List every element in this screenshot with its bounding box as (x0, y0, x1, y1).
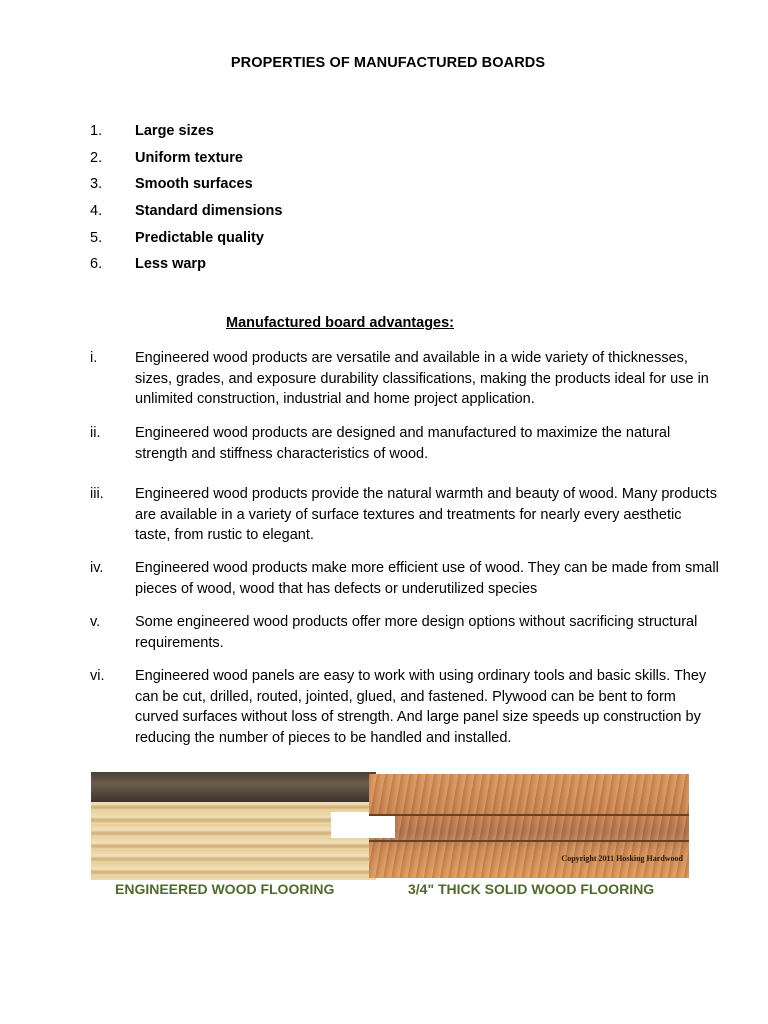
list-number: 3. (90, 176, 103, 193)
property-label: Uniform texture (135, 149, 243, 166)
property-label: Standard dimensions (135, 203, 283, 220)
property-label: Smooth surfaces (135, 176, 253, 193)
advantage-text: Engineered wood products are designed and manufactured to maximize the natural strength and stiffness characteristics of wood. (135, 425, 671, 462)
list-number: 4. (90, 203, 103, 220)
list-item (90, 174, 690, 201)
advantages-heading: Manufactured board advantages: (226, 315, 455, 331)
roman-numeral: v. (90, 614, 101, 630)
list-item (90, 254, 690, 281)
list-item (90, 228, 690, 255)
solid-flooring-caption: 3/4" THICK SOLID WOOD FLOORING (408, 881, 655, 897)
roman-numeral: vi. (90, 668, 105, 684)
advantage-text: Engineered wood products make more efficient use of wood. They can be made from small pieces of wood, wood that has defects or underutilized species (135, 560, 719, 597)
flooring-comparison-image (91, 772, 691, 900)
solid-flooring-cross-section (369, 774, 689, 878)
page-title: PROPERTIES OF MANUFACTURED BOARDS (230, 55, 546, 71)
list-number: 5. (90, 229, 103, 246)
advantage-text: Engineered wood panels are easy to work with using ordinary tools and basic skills. They can be cut, drilled, routed, jointed, glued, and fastened. Plywood can be bent to form curved surfaces without loss of strength. And large panel size speeds up construction by reducing the number of pieces to be handled and installed. (135, 668, 707, 746)
groove-line (369, 814, 689, 816)
wood-veneer-layer (91, 772, 376, 802)
property-label: Less warp (135, 256, 206, 273)
roman-numeral: i. (90, 350, 98, 366)
advantage-text: Some engineered wood products offer more design options without sacrificing structural requirements. (135, 614, 698, 651)
property-label: Large sizes (135, 123, 214, 139)
list-item (90, 201, 690, 228)
tongue-gap (365, 816, 395, 838)
list-number: 6. (90, 256, 103, 273)
advantage-text: Engineered wood products are versatile and available in a wide variety of thicknesses, sizes, grades, and exposure durability classifications, making the products ideal for use in unlimited construction, industrial and home project application. (135, 350, 709, 407)
list-item (90, 121, 690, 148)
engineered-flooring-cross-section (91, 772, 376, 880)
roman-numeral: iii. (90, 486, 104, 502)
copyright-text: Copyright 2011 Hosking Hardwood (561, 854, 683, 863)
roman-numeral: ii. (90, 425, 101, 441)
engineered-flooring-caption: ENGINEERED WOOD FLOORING (115, 881, 335, 897)
list-item (90, 148, 690, 175)
roman-numeral: iv. (90, 560, 104, 576)
list-number: 1. (90, 123, 103, 139)
properties-list (90, 121, 690, 281)
groove-line (369, 840, 689, 842)
property-label: Predictable quality (135, 229, 264, 246)
advantage-text: Engineered wood products provide the natural warmth and beauty of wood. Many products are available in a variety of surface textures and treatments for nearly every aesthetic taste, from rustic to elegant. (135, 486, 717, 543)
list-number: 2. (90, 149, 103, 166)
